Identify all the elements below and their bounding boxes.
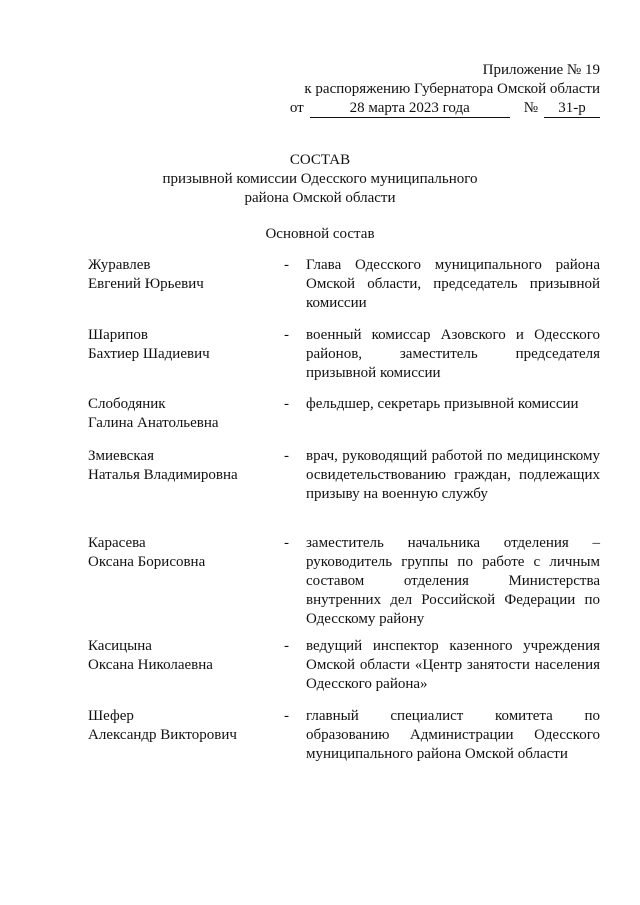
member-given-name: Александр Викторович [88, 727, 237, 743]
member-role: военный комиссар Азовского и Одесского районов, заместитель председателя призывной комиссии [306, 327, 600, 381]
member-role: ведущий инспектор казенного учреждения Омской области «Центр занятости населения Одесского района» [306, 638, 600, 692]
document-title: СОСТАВ [289, 152, 351, 168]
member-surname: Карасева [88, 535, 146, 551]
document-subtitle-line2: района Омской области [244, 190, 396, 206]
member-name [88, 707, 278, 745]
member-dash: - [284, 448, 289, 464]
member-surname: Шарипов [88, 327, 148, 343]
member-surname: Змиевская [88, 448, 154, 464]
member-given-name: Оксана Николаевна [88, 657, 213, 673]
appendix-number: Приложение № 19 [482, 62, 600, 78]
member-dash: - [284, 535, 289, 551]
member-name [88, 637, 278, 675]
member-surname: Шефер [88, 708, 134, 724]
member-name [88, 534, 278, 572]
member-surname: Слободяник [88, 396, 166, 412]
member-name [88, 447, 278, 485]
member-given-name: Бахтиер Шадиевич [88, 346, 210, 362]
appendix-reference: к распоряжению Губернатора Омской области [304, 81, 600, 97]
appendix-header [270, 61, 600, 118]
member-surname: Касицына [88, 638, 152, 654]
member-dash: - [284, 708, 289, 724]
order-date: 28 марта 2023 года [310, 100, 510, 118]
date-prefix: от [289, 100, 304, 116]
member-given-name: Наталья Владимировна [88, 467, 238, 483]
member-role: заместитель начальника отделения – руководитель группы по работе с личным составом отделения Министерства внутренних дел Российской Федерации по Одесскому району [306, 535, 600, 627]
member-role: врач, руководящий работой по медицинскому освидетельствованию граждан, подлежащих призыву на военную службу [306, 448, 600, 502]
member-surname: Журавлев [88, 257, 151, 273]
member-role: Глава Одесского муниципального района Омской области, председатель призывной комиссии [306, 257, 600, 311]
member-role: фельдшер, секретарь призывной комиссии [306, 396, 579, 412]
order-date-line [270, 99, 600, 118]
member-dash: - [284, 327, 289, 343]
member-name [88, 256, 278, 294]
member-dash: - [284, 257, 289, 273]
member-given-name: Евгений Юрьевич [88, 276, 204, 292]
document-subtitle-line1: призывной комиссии Одесского муниципального [162, 171, 478, 187]
number-prefix: № [523, 100, 538, 116]
section-title: Основной состав [265, 226, 375, 242]
member-given-name: Галина Анатольевна [88, 415, 219, 431]
order-number: 31-р [544, 100, 600, 118]
member-name [88, 395, 278, 433]
member-dash: - [284, 396, 289, 412]
member-role: главный специалист комитета по образованию Администрации Одесского муниципального района Омской области [306, 708, 600, 762]
member-name [88, 326, 278, 364]
member-dash: - [284, 638, 289, 654]
member-given-name: Оксана Борисовна [88, 554, 206, 570]
